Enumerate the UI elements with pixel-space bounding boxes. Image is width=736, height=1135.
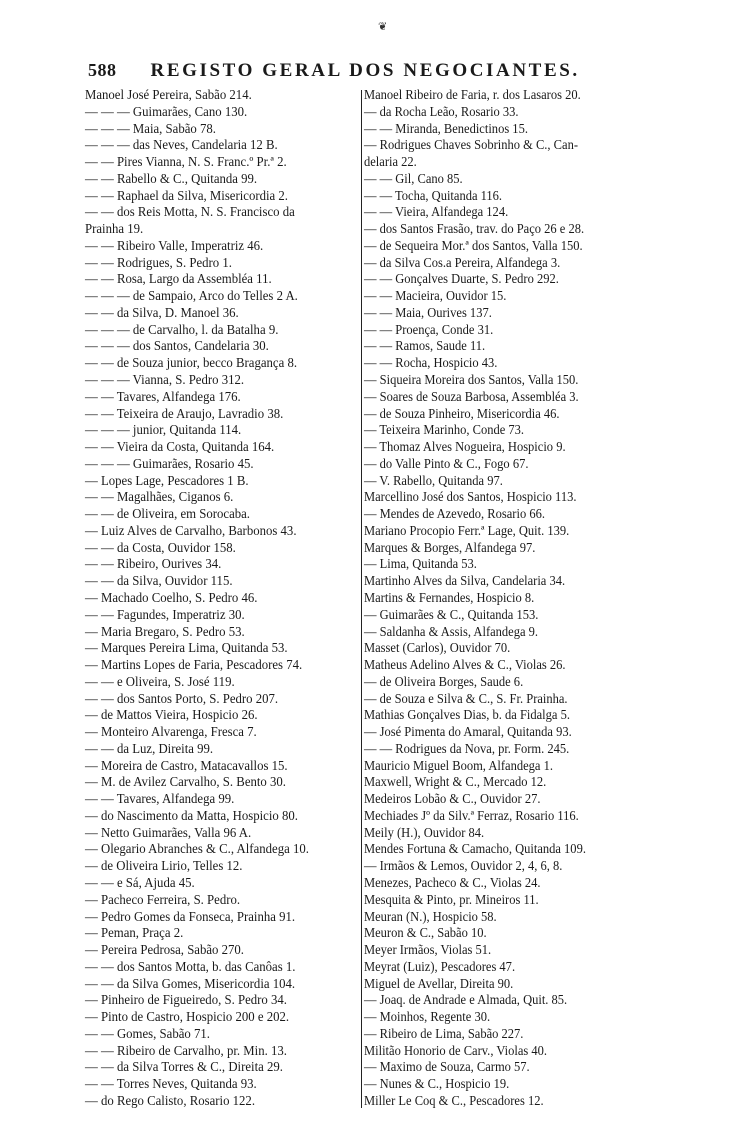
- directory-entry: — — Torres Neves, Quitanda 93.: [85, 1076, 257, 1092]
- directory-entry: — — da Silva Gomes, Misericordia 104.: [85, 975, 296, 991]
- directory-entry: Meily (H.), Ouvidor 84.: [364, 824, 485, 840]
- directory-entry: Miguel de Avellar, Direita 90.: [364, 975, 514, 991]
- directory-entry: — Martins Lopes de Faria, Pescadores 74.: [85, 657, 303, 673]
- directory-entry: — Ribeiro de Lima, Sabão 227.: [364, 1025, 524, 1041]
- directory-entry: — — Tavares, Alfandega 99.: [85, 791, 235, 807]
- directory-entry: — — e Sá, Ajuda 45.: [85, 874, 195, 890]
- directory-entry: Miller Le Coq & C., Pescadores 12.: [364, 1092, 544, 1108]
- directory-entry: — — Magalhães, Ciganos 6.: [85, 489, 234, 505]
- directory-entry: — dos Santos Frasão, trav. do Paço 26 e 28.: [364, 221, 585, 237]
- directory-entry: Manoel Ribeiro de Faria, r. dos Lasaros 20.: [364, 87, 581, 102]
- directory-entry: — do Valle Pinto & C., Fogo 67.: [364, 455, 529, 471]
- directory-entry: — Monteiro Alvarenga, Fresca 7.: [85, 724, 257, 740]
- directory-entry: — Moinhos, Regente 30.: [364, 1009, 491, 1025]
- directory-entry: Marcellino José dos Santos, Hospicio 113.: [364, 489, 577, 505]
- directory-entry: — do Rego Calisto, Rosario 122.: [85, 1092, 256, 1108]
- directory-entry: — — Teixeira de Araujo, Lavradio 38.: [85, 405, 284, 421]
- directory-entry: — Pereira Pedrosa, Sabão 270.: [85, 942, 244, 958]
- directory-entry: — M. de Avilez Carvalho, S. Bento 30.: [85, 774, 286, 790]
- directory-entry: — — da Silva, Ouvidor 115.: [85, 573, 233, 589]
- directory-entry: Masset (Carlos), Ouvidor 70.: [364, 640, 511, 656]
- directory-entry: — Saldanha & Assis, Alfandega 9.: [364, 623, 539, 639]
- directory-entry: Mesquita & Pinto, pr. Mineiros 11.: [364, 891, 539, 907]
- directory-entry: — — — Maia, Sabão 78.: [85, 120, 216, 136]
- page-number: 588: [88, 60, 117, 80]
- directory-entry: — — — junior, Quitanda 114.: [85, 422, 242, 438]
- directory-entry: — — — dos Santos, Candelaria 30.: [85, 338, 269, 354]
- directory-entry: — — Rabello & C., Quitanda 99.: [85, 170, 258, 186]
- directory-entry: — — de Oliveira, em Sorocaba.: [85, 506, 250, 522]
- directory-entry: — Marques Pereira Lima, Quitanda 53.: [85, 640, 288, 656]
- directory-entry: — Irmãos & Lemos, Ouvidor 2, 4, 6, 8.: [364, 858, 563, 874]
- directory-entry: — Netto Guimarães, Valla 96 A.: [85, 824, 252, 840]
- directory-entry: Maxwell, Wright & C., Mercado 12.: [364, 774, 547, 790]
- directory-entry: Meyer Irmãos, Violas 51.: [364, 942, 492, 958]
- directory-entry: — Teixeira Marinho, Conde 73.: [364, 422, 525, 438]
- directory-entry: — Siqueira Moreira dos Santos, Valla 150.: [364, 372, 579, 388]
- directory-entry: — de Oliveira Borges, Saude 6.: [364, 673, 524, 689]
- directory-entry: — — Ribeiro, Ourives 34.: [85, 556, 222, 572]
- directory-entry: — Lima, Quitanda 53.: [364, 556, 477, 572]
- directory-entry: — Luiz Alves de Carvalho, Barbonos 43.: [85, 522, 297, 538]
- column-divider: [361, 90, 362, 1108]
- directory-entry: — — — Guimarães, Cano 130.: [85, 103, 248, 119]
- directory-entry: — — Maia, Ourives 137.: [364, 304, 492, 320]
- directory-entry: — — dos Santos Motta, b. das Canôas 1.: [85, 958, 296, 974]
- directory-entry: — — Ribeiro de Carvalho, pr. Min. 13.: [85, 1042, 287, 1058]
- directory-entry: delaria 22.: [364, 154, 417, 170]
- directory-entry: — — Rocha, Hospicio 43.: [364, 355, 498, 371]
- directory-entry: — — Pires Vianna, N. S. Franc.º Pr.ª 2.: [85, 154, 287, 170]
- directory-entry: — Pinheiro de Figueiredo, S. Pedro 34.: [85, 992, 287, 1008]
- directory-entry: — Mendes de Azevedo, Rosario 66.: [364, 506, 545, 522]
- directory-entry: — Machado Coelho, S. Pedro 46.: [85, 589, 258, 605]
- directory-entry: — — Ribeiro Valle, Imperatriz 46.: [85, 237, 264, 253]
- directory-entry: — de Oliveira Lirio, Telles 12.: [85, 858, 243, 874]
- page-title: REGISTO GERAL DOS NEGOCIANTES.: [150, 60, 580, 81]
- directory-entry: — Nunes & C., Hospicio 19.: [364, 1076, 510, 1092]
- directory-entry: — de Mattos Vieira, Hospicio 26.: [85, 707, 258, 723]
- directory-entry: Prainha 19.: [85, 221, 144, 237]
- directory-entry: Mauricio Miguel Boom, Alfandega 1.: [364, 757, 553, 773]
- directory-entry: — Rodrigues Chaves Sobrinho & C., Can-: [364, 137, 579, 153]
- directory-entry: — Maria Bregaro, S. Pedro 53.: [85, 623, 245, 639]
- directory-entry: — — Rosa, Largo da Assembléa 11.: [85, 271, 272, 287]
- directory-entry: — — — de Sampaio, Arco do Telles 2 A.: [85, 288, 298, 304]
- directory-entry: — — — Guimarães, Rosario 45.: [85, 455, 254, 471]
- directory-entry: Mathias Gonçalves Dias, b. da Fidalga 5.: [364, 707, 570, 723]
- page-header: [88, 60, 668, 84]
- directory-entry: Medeiros Lobão & C., Ouvidor 27.: [364, 791, 541, 807]
- directory-entry: — — Gonçalves Duarte, S. Pedro 292.: [364, 271, 559, 287]
- directory-entry: — — da Silva, D. Manoel 36.: [85, 304, 239, 320]
- directory-entry: Meuran (N.), Hospicio 58.: [364, 908, 497, 924]
- directory-entry: — — da Luz, Direita 99.: [85, 740, 214, 756]
- directory-entry: — — dos Reis Motta, N. S. Francisco da: [85, 204, 295, 220]
- directory-entry: — — — Vianna, S. Pedro 312.: [85, 372, 245, 388]
- ornament-mark: ❦: [378, 20, 388, 33]
- directory-entry: Mechiades Jº da Silv.ª Ferraz, Rosario 116.: [364, 807, 579, 823]
- right-column: [364, 88, 660, 1108]
- directory-entry: Martins & Fernandes, Hospicio 8.: [364, 589, 535, 605]
- directory-entry: — de Souza e Silva & C., S. Fr. Prainha.: [364, 690, 568, 706]
- directory-entry: Mariano Procopio Ferr.ª Lage, Quit. 139.: [364, 522, 570, 538]
- directory-entry: — Pacheco Ferreira, S. Pedro.: [85, 891, 241, 907]
- directory-entry: — — da Costa, Ouvidor 158.: [85, 539, 236, 555]
- directory-entry: — — Tavares, Alfandega 176.: [85, 388, 241, 404]
- directory-entry: — de Sequeira Mor.ª dos Santos, Valla 150.: [364, 237, 583, 253]
- directory-entry: — Pinto de Castro, Hospicio 200 e 202.: [85, 1009, 290, 1025]
- directory-entry: — — Macieira, Ouvidor 15.: [364, 288, 507, 304]
- left-column: [85, 88, 361, 1108]
- directory-entry: — — Miranda, Benedictinos 15.: [364, 120, 528, 136]
- directory-entry: — Lopes Lage, Pescadores 1 B.: [85, 472, 249, 488]
- directory-entry: — V. Rabello, Quitanda 97.: [364, 472, 503, 488]
- directory-entry: — Soares de Souza Barbosa, Assembléa 3.: [364, 388, 579, 404]
- directory-entry: — José Pimenta do Amaral, Quitanda 93.: [364, 724, 572, 740]
- directory-entry: — — Vieira, Alfandega 124.: [364, 204, 509, 220]
- directory-entry: — Peman, Praça 2.: [85, 925, 184, 941]
- directory-entry: — — Rodrigues da Nova, pr. Form. 245.: [364, 740, 570, 756]
- directory-entry: — Pedro Gomes da Fonseca, Prainha 91.: [85, 908, 296, 924]
- directory-entry: — — da Silva Torres & C., Direita 29.: [85, 1059, 283, 1075]
- directory-entry: — Moreira de Castro, Matacavallos 15.: [85, 757, 288, 773]
- directory-entry: — — Proença, Conde 31.: [364, 321, 494, 337]
- directory-entry: — da Rocha Leão, Rosario 33.: [364, 103, 519, 119]
- directory-entry: — da Silva Cos.a Pereira, Alfandega 3.: [364, 254, 561, 270]
- directory-entry: — — Gil, Cano 85.: [364, 170, 463, 186]
- directory-entry: — Olegario Abranches & C., Alfandega 10.: [85, 841, 309, 857]
- directory-entry: — — Tocha, Quitanda 116.: [364, 187, 503, 203]
- directory-entry: — Thomaz Alves Nogueira, Hospicio 9.: [364, 439, 566, 455]
- directory-entry: Matheus Adelino Alves & C., Violas 26.: [364, 657, 566, 673]
- directory-entry: — — Gomes, Sabão 71.: [85, 1025, 210, 1041]
- directory-entry: — de Souza Pinheiro, Misericordia 46.: [364, 405, 560, 421]
- directory-entry: — Maximo de Souza, Carmo 57.: [364, 1059, 530, 1075]
- directory-entry: — — Ramos, Saude 11.: [364, 338, 486, 354]
- directory-entry: — — — das Neves, Candelaria 12 B.: [85, 137, 278, 153]
- directory-entry: — — Raphael da Silva, Misericordia 2.: [85, 187, 288, 203]
- directory-entry: Meuron & C., Sabão 10.: [364, 925, 487, 941]
- directory-entry: Militão Honorio de Carv., Violas 40.: [364, 1042, 548, 1058]
- directory-entry: Menezes, Pacheco & C., Violas 24.: [364, 874, 541, 890]
- directory-entry: — — dos Santos Porto, S. Pedro 207.: [85, 690, 279, 706]
- directory-entry: — do Nascimento da Matta, Hospicio 80.: [85, 807, 298, 823]
- directory-entry: Meyrat (Luiz), Pescadores 47.: [364, 958, 516, 974]
- directory-entry: — — Rodrigues, S. Pedro 1.: [85, 254, 232, 270]
- directory-entry: — — Vieira da Costa, Quitanda 164.: [85, 439, 275, 455]
- directory-entry: — — Fagundes, Imperatriz 30.: [85, 606, 245, 622]
- directory-entry: Mendes Fortuna & Camacho, Quitanda 109.: [364, 841, 586, 857]
- directory-entry: Marques & Borges, Alfandega 97.: [364, 539, 536, 555]
- directory-entry: — Joaq. de Andrade e Almada, Quit. 85.: [364, 992, 568, 1008]
- directory-entry: Manoel José Pereira, Sabão 214.: [85, 87, 252, 102]
- directory-entry: — — e Oliveira, S. José 119.: [85, 673, 235, 689]
- directory-entry: Martinho Alves da Silva, Candelaria 34.: [364, 573, 566, 589]
- directory-entry: — Guimarães & C., Quitanda 153.: [364, 606, 539, 622]
- directory-entry: — — — de Carvalho, l. da Batalha 9.: [85, 321, 279, 337]
- directory-entry: — — de Souza junior, becco Bragança 8.: [85, 355, 298, 371]
